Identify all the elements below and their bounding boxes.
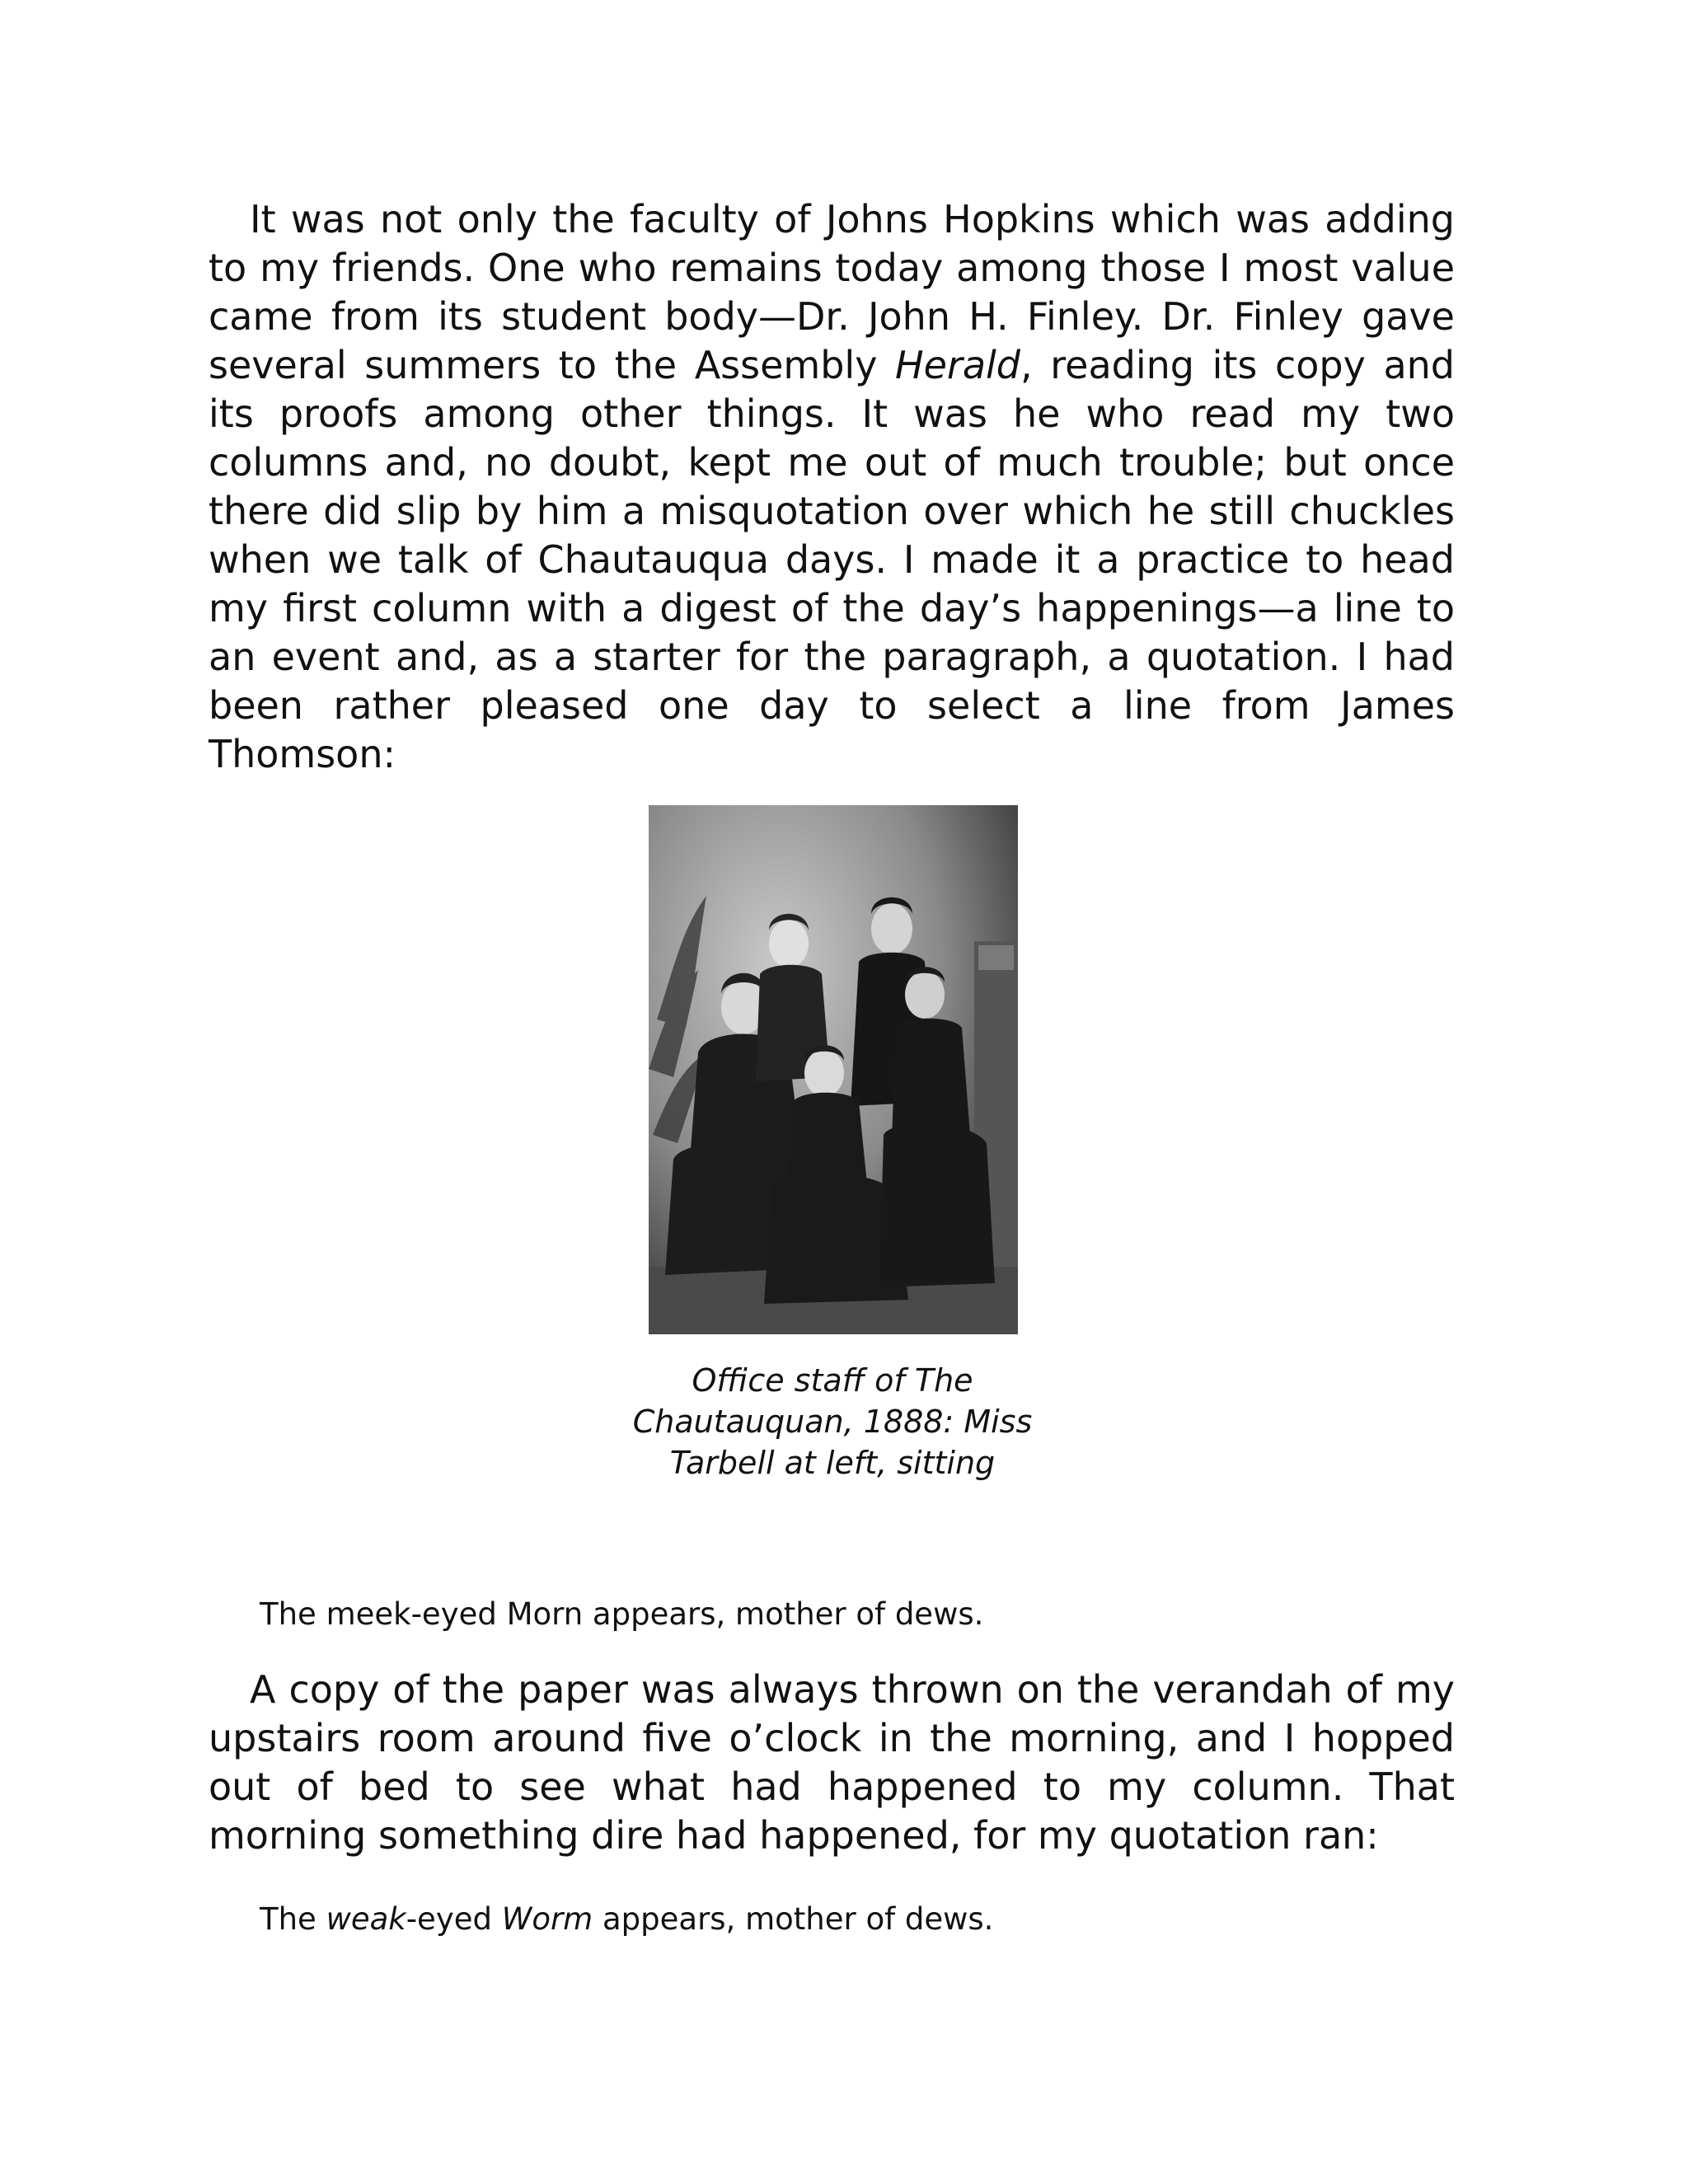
paragraph-1-text-a: It was not only the faculty of Johns Hopkins which was adding to my friends. One who remains today among those I most value came from its student body—Dr. John H. Finley. Dr. Finley gave several summers to the Assembly xyxy=(209,197,1455,387)
misprint-italic-worm: Worm xyxy=(501,1901,593,1937)
misprint-italic-weak: weak xyxy=(326,1901,406,1937)
paragraph-1 xyxy=(209,195,1455,779)
quotation-misprint xyxy=(260,1900,993,1939)
paragraph-1-text-b: , reading its copy and its proofs among other things. It was he who read my two columns and, no doubt, kept me out of much trouble; but once there did slip by him a misquotation over which he still chuckles when we talk of Chautauqua days. I made it a practice to head my first column with a digest of the day’s happenings—a line to an event and, as a starter for the paragraph, a quotation. I had been rather pleased one day to select a line from James Thomson: xyxy=(209,343,1455,776)
herald-title: Herald xyxy=(895,343,1021,387)
misprint-part-3: appears, mother of dews. xyxy=(593,1901,994,1937)
paragraph-2: A copy of the paper was always thrown on the verandah of my upstairs room around five o’clock in the morning, and I hopped out of bed to see what had happened to my column. That morning something dire had happened, for my quotation ran: xyxy=(209,1667,1455,1858)
misprint-part-1: The xyxy=(260,1901,326,1937)
photo-caption: Office staff of The Chautauquan, 1888: Miss Tarbell at left, sitting xyxy=(632,1362,1033,1481)
misprint-part-2: -eyed xyxy=(406,1901,502,1937)
staff-photograph xyxy=(649,805,1018,1334)
quotation-original: The meek-eyed Morn appears, mother of dews. xyxy=(260,1596,984,1632)
